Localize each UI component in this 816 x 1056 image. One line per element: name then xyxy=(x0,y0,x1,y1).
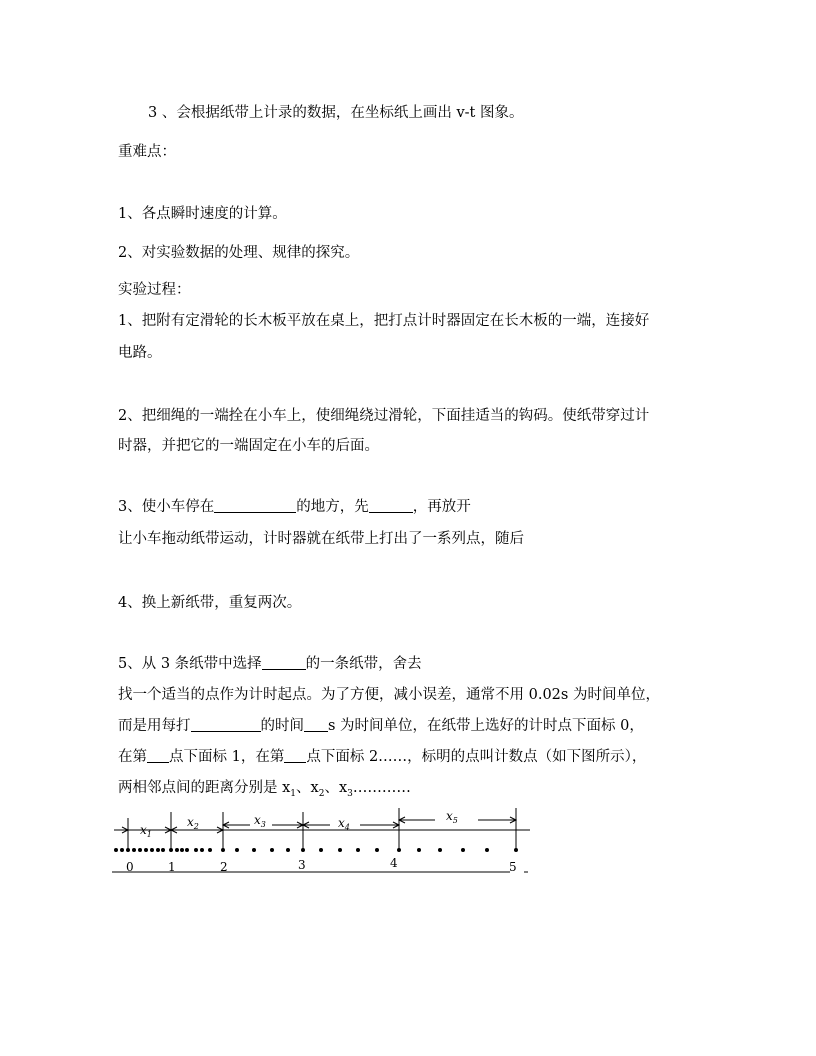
heading-procedure: 实验过程： xyxy=(118,282,191,298)
point-label-4: 4 xyxy=(390,856,398,870)
step-5-text-c: 而是用每打 xyxy=(118,718,191,734)
key-point-1: 1、各点瞬时速度的计算。 xyxy=(118,206,287,222)
step-5-text-g: 点下面标 1，在第 xyxy=(169,749,285,765)
tape-dot xyxy=(150,848,154,852)
step-5-text-d: 的时间 xyxy=(260,718,304,734)
point-label-0: 0 xyxy=(126,860,134,874)
step-3-line-2: 让小车拖动纸带运动，计时器就在纸带上打出了一系列点，随后 xyxy=(118,531,524,547)
tape-dot xyxy=(286,848,290,852)
step-3-text-c: ，再放开 xyxy=(412,499,471,515)
tape-dot xyxy=(138,848,142,852)
point-label-3: 3 xyxy=(298,858,306,872)
label-x4: $x_4$ xyxy=(338,816,350,832)
x4-arrow xyxy=(303,822,399,828)
tape-dot xyxy=(169,848,173,852)
tape-dot xyxy=(270,848,274,852)
point-label-5: 5 xyxy=(509,860,517,874)
label-x3: $x_3$ xyxy=(254,813,266,829)
step-1-line-2: 电路。 xyxy=(118,345,162,361)
heading-key-points: 重难点： xyxy=(118,144,176,160)
step-5-text-k: 、x xyxy=(324,780,348,796)
tape-dot xyxy=(161,848,165,852)
key-point-2: 2、对实验数据的处理、规律的探究。 xyxy=(118,245,360,261)
tape-dot xyxy=(461,848,465,852)
point-labels xyxy=(126,856,517,874)
tape-dot xyxy=(185,848,189,852)
tape-dot xyxy=(156,848,160,852)
tape-dot xyxy=(126,848,130,852)
tape-dot xyxy=(301,848,305,852)
tape-dot xyxy=(208,848,212,852)
tape-dot xyxy=(235,848,239,852)
sub-3: 3 xyxy=(347,788,353,799)
tape-dot xyxy=(114,848,118,852)
sub-2: 2 xyxy=(318,788,325,799)
step-5-text-j: 、x xyxy=(296,780,319,796)
step-5-text-a: 5、从 3 条纸带中选择 xyxy=(118,656,262,672)
tape-dot xyxy=(175,848,179,852)
tape-dots xyxy=(114,848,518,852)
step-3-text-a: 3、使小车停在 xyxy=(118,499,215,515)
tape-dot xyxy=(397,848,401,852)
label-x1: $x_1$ xyxy=(140,823,152,839)
point-label-1: 1 xyxy=(168,860,176,874)
step-5-text-f: 在第 xyxy=(118,749,147,765)
step-5-text-i: 两相邻点间的距离分别是 x xyxy=(118,780,291,796)
tape-dot xyxy=(514,848,518,852)
point-label-2: 2 xyxy=(220,860,228,874)
tape-dot xyxy=(485,848,489,852)
step-5-text-l: ………… xyxy=(352,780,411,796)
tape-dot xyxy=(438,848,442,852)
step-2-line-2: 时器，并把它的一端固定在小车的后面。 xyxy=(118,438,379,454)
tape-dot xyxy=(132,848,136,852)
tape-dot xyxy=(221,848,225,852)
tape-dot xyxy=(120,848,124,852)
label-x2: $x_2$ xyxy=(187,815,199,831)
step-4: 4、换上新纸带，重复两次。 xyxy=(118,595,302,611)
tape-dot xyxy=(417,848,421,852)
tape-dot xyxy=(375,848,379,852)
tape-dot xyxy=(144,848,148,852)
step-3-text-b: 的地方，先 xyxy=(296,499,369,515)
step-5-text-b: 的一条纸带，舍去 xyxy=(305,656,422,672)
tape-dot xyxy=(180,848,184,852)
step-1-line-1: 1、把附有定滑轮的长木板平放在桌上，把打点计时器固定在长木板的一端，连接好 xyxy=(118,313,650,329)
tape-dot xyxy=(252,848,256,852)
tape-dot xyxy=(338,848,342,852)
step-5-line-2: 找一个适当的点作为计时起点。为了方便，减小误差，通常不用 0.02s 为时间单位， xyxy=(118,687,660,703)
tape-dot xyxy=(194,848,198,852)
segment-labels xyxy=(140,809,458,839)
step-2-line-1: 2、把细绳的一端拴在小车上，使细绳绕过滑轮，下面挂适当的钩码。使纸带穿过计 xyxy=(118,408,650,424)
tape-dot xyxy=(319,848,323,852)
label-x5: $x_5$ xyxy=(446,809,458,825)
tape-dot xyxy=(200,848,204,852)
step-5-text-h: 点下面标 2……，标明的点叫计数点（如下图所示）， xyxy=(306,749,647,765)
sub-1: 1 xyxy=(290,788,297,799)
objective-3: 3 、会根据纸带上计录的数据，在坐标纸上画出 v-t 图象。 xyxy=(148,105,524,121)
tape-dot xyxy=(356,848,360,852)
step-5-text-e: s 为时间单位，在纸带上选好的计时点下面标 0， xyxy=(328,718,644,734)
